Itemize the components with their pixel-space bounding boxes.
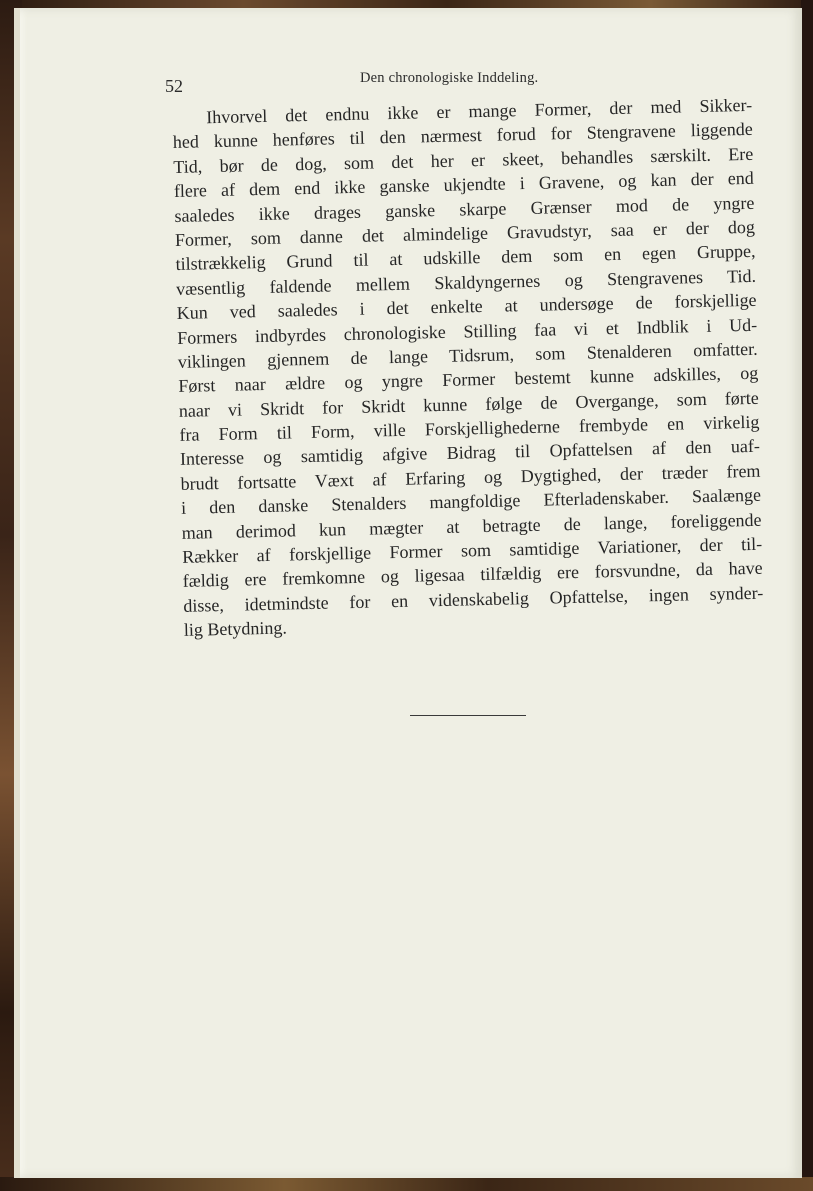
page-gutter (14, 8, 20, 1178)
text-line: flere af dem end ikke ganske ukjendte i Gravene, og kan der end (173, 167, 755, 202)
text-line: viklingen gjennem de lange Tidsrum, som Stenalderen omfatter. (177, 338, 758, 372)
text-line: lig Betydning. (183, 617, 288, 641)
text-line: Former, som danne det almindelige Gravudstyr, saa er der dog (174, 216, 756, 250)
text-line: disse, idetmindste for en videnskabelig Opfattelse, ingen synder- (183, 582, 764, 616)
page-number: 52 (165, 76, 183, 96)
body-paragraph (172, 93, 764, 643)
text-line: Tid, bør de dog, som det her er skeet, behandles særskilt. Ere (173, 143, 754, 177)
section-divider (410, 715, 526, 716)
text-line: i den danske Stenalders mangfoldige Efterladenskaber. Saalænge (180, 484, 762, 519)
book-background-bottom (0, 1177, 813, 1191)
text-line: Kun ved saaledes i det enkelte at undersøge de forskjellige (176, 289, 757, 324)
text-line: fældig ere fremkomne og ligesaa tilfældig ere forsvundne, da have (182, 558, 763, 592)
text-line: Rækker af forskjellige Former som samtidige Variationer, der til- (182, 533, 763, 567)
text-line: Først naar ældre og yngre Former bestemt kunne adskilles, og (178, 363, 759, 397)
text-line: hed kunne henføres til den nærmest forud for Stengravene liggende (172, 119, 753, 153)
book-background-right (801, 0, 813, 1191)
running-title: Den chronologiske Inddeling. (360, 70, 539, 86)
text-line: saaledes ikke drages ganske skarpe Grænser mod de yngre (174, 192, 755, 226)
text-line: Interesse og samtidig afgive Bidrag til Opfattelsen af den uaf- (179, 436, 761, 470)
text-line: Ihvorvel det endnu ikke er mange Former, der med Sikker- (206, 94, 753, 128)
text-line: brudt fortsatte Væxt af Erfaring og Dygtighed, der træder frem (180, 460, 761, 494)
text-line: naar vi Skridt for Skridt kunne følge de Overgange, som førte (178, 387, 759, 421)
page-header (165, 70, 725, 94)
text-line: Formers indbyrdes chronologiske Stilling faa vi et Indblik i Ud- (177, 314, 758, 348)
text-line: tilstrækkelig Grund til at udskille dem som en egen Gruppe, (175, 241, 756, 275)
text-line: fra Form til Form, ville Forskjellighederne frembyde en virkelig (179, 411, 760, 445)
text-line: væsentlig faldende mellem Skaldyngernes og Stengravenes Tid. (175, 265, 757, 299)
text-line: man derimod kun mægter at betragte de lange, foreliggende (181, 509, 762, 543)
